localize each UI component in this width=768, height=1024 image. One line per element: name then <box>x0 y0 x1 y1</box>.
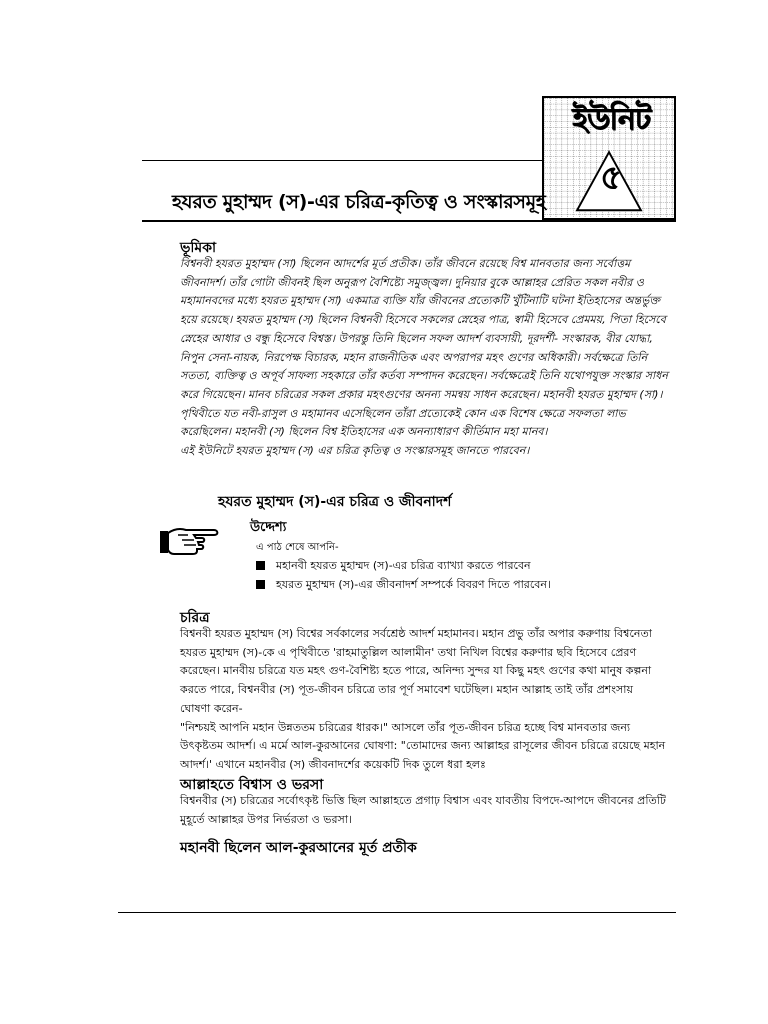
faith-line: মুহূর্তে আল্লাহর উপর নির্ভরতা ও ভরসা। <box>180 812 352 826</box>
intro-closing <box>180 442 674 461</box>
intro-closing-text: এই ইউনিটে হযরত মুহাম্মদ (স) এর চরিত্র কৃতিত্ব ও সংস্কারসমূহ জানতে পারবেন। <box>180 444 530 457</box>
quran-heading: মহানবী ছিলেন আল-কুরআনের মূর্ত প্রতীক <box>180 840 417 856</box>
intro-heading: ভূমিকা <box>180 240 217 256</box>
character-line: করেছেন। মানবীয় চরিত্রে যত মহৎ গুণ-বৈশিষ্ট্য হতে পারে, অনিন্দ্য সুন্দর যা কিছু মহৎ গুণের কথা মানুষ কল্পনা <box>180 664 652 678</box>
footer-rule <box>118 912 676 913</box>
lesson-title: হযরত মুহাম্মদ (স)-এর চরিত্র ও জীবনাদর্শ <box>218 494 452 510</box>
character-paragraph <box>180 625 674 775</box>
intro-line: করেছিলেন। মহানবী (স) ছিলেন বিশ্ব ইতিহাসের এক অনন্যাধারণ কীর্তিমান মহা মানব। <box>180 425 548 439</box>
faith-paragraph <box>180 792 674 829</box>
intro-line: সততা, ব্যক্তিত্ব ও অপূর্ব সাফল্য সহকারে তাঁর কর্তব্য সম্পাদন করেছেন। সর্বক্ষেত্রেই তিনি যথোপযুক্ত সংস্কার সাধন <box>180 369 668 383</box>
intro-line: করে গিয়েছেন। মানব চরিত্রের সকল প্রকার মহৎগুণের অনন্য সমন্বয় সাধন করেছেন। মহানবী হযরত মুহাম্মদ (সা)। <box>180 387 663 401</box>
pointing-hand-icon <box>158 523 222 559</box>
unit-label: ইউনিট <box>572 102 650 137</box>
character-heading: চরিত্র <box>180 610 210 626</box>
intro-line: মহামানবদের মধ্যে হযরত মুহাম্মদ (সা) একমাত্র ব্যক্তি যাঁর জীবনের প্রত্যেকটি খুঁটিনাটি ঘটনা ইতিহাসের অন্তর্ভুক্ত <box>180 294 660 308</box>
list-item <box>256 575 551 594</box>
intro-line: বিশ্বনবী হযরত মুহাম্মদ (সা) ছিলেন আদর্শের মূর্ত প্রতীক। তাঁর জীবনে রয়েছে বিশ্ব মানবতার জন্য সর্বোত্তম <box>180 257 631 270</box>
title-rule <box>142 220 676 222</box>
objective-text: মহানবী হযরত মুহাম্মদ (স)-এর চরিত্র ব্যাখ্যা করতে পারবেন <box>276 559 531 572</box>
character-line: হযরত মুহাম্মদ (স)-কে এ পৃথিবীতে 'রাহমাতুল্লিল আলামীন' তথা নিখিল বিশ্বের করুণার ছবি হিসেবে প্রেরণ <box>180 645 637 659</box>
faith-heading: আল্লাহতে বিশ্বাস ও ভরসা <box>180 777 324 793</box>
intro-line: নিপুন সেনা-নায়ক, নিরপেক্ষ বিচারক, মহান রাজনীতিক এবং অপরাপর মহৎ গুণের অধিকারী। সর্বক্ষেত্রে তিনি <box>180 350 648 364</box>
unit-badge <box>542 96 676 220</box>
bullet-square-icon <box>256 580 265 589</box>
list-item <box>256 556 551 575</box>
character-line: বিশ্বনবী হযরত মুহাম্মদ (স) বিশ্বের সর্বকালের সর্বশ্রেষ্ঠ আদর্শ মহামানব। মহান প্রভু তাঁর অপার করুণায় বিশ্বনেতা <box>180 627 652 640</box>
page-title: হযরত মুহাম্মদ (স)-এর চরিত্র-কৃতিত্ব ও সংস্কারসমূহ <box>172 191 546 213</box>
character-line: আদর্শ।' এখানে মহানবীর (স) জীবনাদর্শের কয়েকটি দিক তুলে ধরা হলঃ <box>180 757 486 771</box>
objectives-intro: এ পাঠ শেষে আপনি- <box>256 542 339 553</box>
objectives-list <box>256 556 551 594</box>
character-line: করতে পারে, বিশ্বনবীর (স) পূত-জীবন চরিত্রে তার পূর্ণ সমাবেশ ঘটেছিল। মহান আল্লাহ তাই তাঁর প্রশংসায় <box>180 683 633 697</box>
character-line: "নিশ্চয়ই আপনি মহান উন্নততম চরিত্রের ধারক।" আসলে তাঁর পূত-জীবন চরিত্র হচ্ছে বিশ্ব মানবতার জন্য <box>180 720 631 734</box>
objective-text: হযরত মুহাম্মদ (স)-এর জীবনাদর্শ সম্পর্কে বিবরণ দিতে পারবেন। <box>276 578 551 591</box>
intro-line: জীবনাদর্শ। তাঁর গোটা জীবনই ছিল অনুরূপ বৈশিষ্ট্যে সমুজ্জ্বল। দুনিয়ার বুকে আল্লাহর প্রেরিত সকল নবীর ও <box>180 275 644 289</box>
intro-paragraph <box>180 255 674 442</box>
unit-number: ৫ <box>599 158 623 198</box>
faith-line: বিশ্বনবীর (স) চরিত্রের সর্বোৎকৃষ্ট ভিত্তি ছিল আল্লাহতে প্রগাঢ় বিশ্বাস এবং যাবতীয় বিপদে-আপদে জীবনের প্রতিটি <box>180 794 666 807</box>
intro-line: হয়ে রয়েছে। হযরত মুহাম্মদ (স) ছিলেন বিশ্বনবী হিসেবে সকলের স্নেহের পাত্র, স্বামী হিসেবে প্রেমময়, পিতা হিসেবে <box>180 313 666 327</box>
intro-line: স্নেহের আধার ও বন্ধু হিসেবে বিশ্বস্ত। উপরন্তু তিনি ছিলেন সফল আদর্শ ব্যবসায়ী, দূরদর্শী- সংস্কারক, বীর যোদ্ধা, <box>180 331 653 345</box>
character-line: ঘোষণা করেন- <box>180 701 243 715</box>
header-rule <box>142 160 542 161</box>
character-line: উৎকৃষ্টতম আদর্শ। এ মর্মে আল-কুরআনের ঘোষণা: "তোমাদের জন্য আল্লাহর রাসূলের জীবন চরিত্রে রয়েছে মহান <box>180 739 666 753</box>
bullet-square-icon <box>256 561 265 570</box>
objectives-heading: উদ্দেশ্য <box>250 520 287 535</box>
intro-line: পৃথিবীতে যত নবী-রাসুল ও মহামানব এসেছিলেন তাঁরা প্রত্যেকেই কোন এক বিশেষ ক্ষেত্রে সফলতা লাভ <box>180 406 626 420</box>
